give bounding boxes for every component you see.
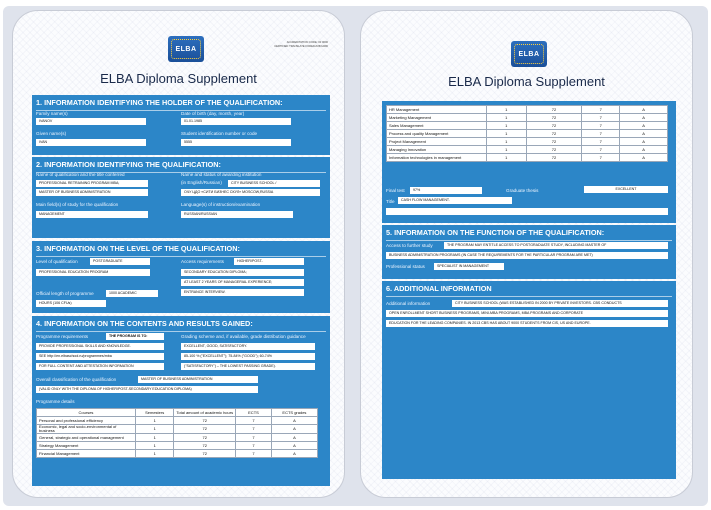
semester-cell: 1 bbox=[486, 154, 526, 162]
ects-cell: 7 bbox=[236, 450, 272, 458]
further-study-value: BUSINESS ADMINISTRATION PROGRAMS (IN CASE THE REQUIREMENTS FOR THE PARTICULAR PROGRAM ARE MET) bbox=[386, 252, 668, 259]
overall-value: MASTER OF BUSINESS ADMINISTRATION bbox=[138, 376, 258, 383]
semester-cell: 1 bbox=[135, 442, 173, 450]
table-row bbox=[37, 434, 318, 442]
family-name-value: IVANOV bbox=[36, 118, 146, 125]
grade-cell: A bbox=[271, 417, 317, 425]
course-name: General, strategic and operational management bbox=[37, 434, 136, 442]
qualification-value: PROFESSIONAL RETRAINING PROGRAM MBA; bbox=[36, 180, 148, 187]
section-heading: 6. ADDITIONAL INFORMATION bbox=[386, 282, 672, 297]
section-function bbox=[382, 225, 676, 279]
semester-cell: 1 bbox=[486, 130, 526, 138]
corner-note-line: ACCREDITATION CODE: 00 0000 bbox=[286, 41, 328, 44]
section-level bbox=[32, 241, 330, 313]
field-of-study-value: MANAGEMENT bbox=[36, 211, 148, 218]
hours-cell: 72 bbox=[526, 106, 582, 114]
semester-cell: 1 bbox=[135, 417, 173, 425]
grade-cell: A bbox=[271, 434, 317, 442]
semester-cell: 1 bbox=[486, 106, 526, 114]
overall-value: (VALID ONLY WITH THE DIPLOMA OF HIGHER/POST-SECONDARY EDUCATION DIPLOMA) bbox=[36, 386, 258, 393]
course-name: Sales Management bbox=[387, 122, 487, 130]
access-req-label: Access requirements bbox=[181, 259, 224, 264]
section-heading: 1. INFORMATION IDENTIFYING THE HOLDER OF THE QUALIFICATION: bbox=[36, 96, 326, 111]
qualification-label: Name of qualification and the title conferred bbox=[36, 172, 125, 177]
table-row bbox=[387, 106, 668, 114]
table-row bbox=[387, 138, 668, 146]
language-label: Language(s) of instruction/examination bbox=[181, 202, 261, 207]
grading-value: EXCELLENT, GOOD, SATISFACTORY. bbox=[181, 343, 315, 350]
semester-cell: 1 bbox=[135, 434, 173, 442]
column-header: Total amount of academic hours bbox=[174, 409, 236, 417]
grade-cell: A bbox=[620, 154, 668, 162]
hours-cell: 72 bbox=[526, 146, 582, 154]
institution-label: Name and status of awarding institution bbox=[181, 172, 262, 177]
ects-cell: 7 bbox=[236, 434, 272, 442]
table-row bbox=[37, 425, 318, 434]
section-qualification bbox=[32, 157, 330, 238]
course-name: Managing Innovation bbox=[387, 146, 487, 154]
hours-cell: 72 bbox=[174, 434, 236, 442]
ects-cell: 7 bbox=[236, 417, 272, 425]
additional-info-label: Additional information bbox=[386, 301, 431, 306]
table-row bbox=[387, 130, 668, 138]
table-row bbox=[387, 114, 668, 122]
column-header: ECTS bbox=[236, 409, 272, 417]
hours-cell: 72 bbox=[526, 122, 582, 130]
corner-note-line: CERTIFIED TRANSLATE FOREIGN BOARD bbox=[274, 45, 328, 48]
given-name-label: Given name(s) bbox=[36, 131, 67, 136]
hours-cell: 72 bbox=[174, 417, 236, 425]
ects-cell: 7 bbox=[582, 130, 620, 138]
table-row bbox=[37, 417, 318, 425]
right-page bbox=[360, 10, 693, 498]
programme-req-value: SEE http://en.elbaschool.ru/programmes/mba bbox=[36, 353, 164, 360]
further-study-label: Access to further study bbox=[386, 243, 433, 248]
field-of-study-label: Main field(s) of study for the qualification bbox=[36, 202, 119, 207]
column-header: Semesters bbox=[135, 409, 173, 417]
level-label: Level of qualification bbox=[36, 259, 78, 264]
overall-label: Overall classification of the qualification bbox=[36, 377, 117, 382]
hours-cell: 72 bbox=[526, 114, 582, 122]
additional-info-value: CITY BUSINESS SCHOOL (WAS ESTABLISHED IN 2000 BY PRIVATE INVESTORS. CBS CONDUCTS bbox=[452, 300, 668, 307]
table-header-row bbox=[37, 409, 318, 417]
graduate-thesis-value: EXCELLENT bbox=[584, 186, 668, 193]
institution-lang-label: (in English/Russian) bbox=[181, 180, 222, 185]
programme-req-value: FOR FULL CONTENT AND ATTESTATION INFORMATION bbox=[36, 363, 164, 370]
hours-cell: 72 bbox=[174, 450, 236, 458]
column-header: ECTS grades bbox=[271, 409, 317, 417]
blank-field bbox=[386, 208, 668, 215]
grading-label: Grading scheme and, if available, grade distribution guidance bbox=[181, 334, 306, 339]
section-heading: 2. INFORMATION IDENTIFYING THE QUALIFICATION: bbox=[36, 158, 326, 173]
hours-cell: 72 bbox=[174, 442, 236, 450]
grade-cell: A bbox=[271, 450, 317, 458]
access-req-value: AT LEAST 2 YEARS OF MANAGERIAL EXPERIENCE; bbox=[181, 279, 304, 286]
section-heading: 4. INFORMATION ON THE CONTENTS AND RESULTS GAINED: bbox=[36, 317, 326, 332]
grade-cell: A bbox=[620, 114, 668, 122]
course-name: Marketing Management bbox=[387, 114, 487, 122]
language-value: RUSSIAN/RUSSIAN bbox=[181, 211, 293, 218]
semester-cell: 1 bbox=[486, 138, 526, 146]
access-req-value: SECONDARY EDUCATION DIPLOMA; bbox=[181, 269, 304, 276]
left-page bbox=[12, 10, 345, 498]
semester-cell: 1 bbox=[135, 425, 173, 434]
grade-cell: A bbox=[271, 442, 317, 450]
courses-table-continued bbox=[386, 105, 668, 162]
hours-cell: 72 bbox=[526, 138, 582, 146]
grading-value: ("SATISFACTORY") – THE LOWEST PASSING GRADE). bbox=[181, 363, 315, 370]
section-heading: 3. INFORMATION ON THE LEVEL OF THE QUALIFICATION: bbox=[36, 242, 326, 257]
institution-value: CITY BUSINESS SCHOOL / bbox=[228, 180, 320, 187]
grade-cell: A bbox=[620, 138, 668, 146]
length-label: Official length of programme bbox=[36, 291, 94, 296]
graduate-thesis-label: Graduate thesis bbox=[506, 188, 539, 193]
programme-req-label: Programme requirements bbox=[36, 334, 89, 339]
corner-note bbox=[274, 41, 328, 49]
course-name: Information technologies in management bbox=[387, 154, 487, 162]
length-value: 1000 ACADEMIC bbox=[106, 290, 158, 297]
ects-cell: 7 bbox=[582, 122, 620, 130]
level-value: PROFESSIONAL EDUCATION PROGRAM bbox=[36, 269, 150, 276]
given-name-value: IVAN bbox=[36, 139, 146, 146]
course-name: Strategy Management bbox=[37, 442, 136, 450]
course-name: Project Management bbox=[387, 138, 487, 146]
table-row bbox=[387, 146, 668, 154]
ects-cell: 7 bbox=[236, 442, 272, 450]
additional-info-value: EDUCATION FOR THE LEADING COMPANIES. IN 2013 CBS HAS ABOUT 9000 STUDENTS FROM CIS, US AND EUROPE. bbox=[386, 320, 668, 327]
institution-ru-value: ОЧУ ЦДО «СИТИ БИЗНЕС СКУЛ» MOSCOW,RUSSIA bbox=[181, 189, 320, 196]
semester-cell: 1 bbox=[135, 450, 173, 458]
ects-cell: 7 bbox=[582, 106, 620, 114]
course-name: Economic, legal and socio-environmental of business bbox=[37, 425, 136, 434]
section-heading: 5. INFORMATION ON THE FUNCTION OF THE QUALIFICATION: bbox=[386, 226, 672, 241]
course-name: Financial Management bbox=[37, 450, 136, 458]
section-contents-continued bbox=[382, 101, 676, 223]
section-contents bbox=[32, 316, 330, 486]
hours-cell: 72 bbox=[174, 425, 236, 434]
level-value: POSTGRADUATE bbox=[90, 258, 150, 265]
course-name: Personal and professional efficiency bbox=[37, 417, 136, 425]
table-row bbox=[37, 442, 318, 450]
semester-cell: 1 bbox=[486, 122, 526, 130]
ects-cell: 7 bbox=[582, 138, 620, 146]
table-row bbox=[387, 122, 668, 130]
access-req-value: ENTRANCE INTERVIEW. bbox=[181, 289, 304, 296]
length-value: HOURS (106 CFUs) bbox=[36, 300, 106, 307]
further-study-value: THE PROGRAM MAY ENTITLE ACCESS TO POSTGRADUATE STUDY, INCLUDING MASTER OF bbox=[444, 242, 668, 249]
ects-cell: 7 bbox=[582, 154, 620, 162]
thesis-title-value: CASH FLOW MANAGEMENT. bbox=[398, 197, 512, 204]
programme-details-label: Programme details bbox=[36, 399, 75, 404]
logo-text: ELBA bbox=[518, 50, 540, 58]
section-additional bbox=[382, 281, 676, 479]
course-name: HR Management bbox=[387, 106, 487, 114]
hours-cell: 72 bbox=[526, 130, 582, 138]
family-name-label: Family name(s) bbox=[36, 111, 68, 116]
hours-cell: 72 bbox=[526, 154, 582, 162]
logo-text: ELBA bbox=[175, 45, 197, 53]
dob-value: 01.01.1985 bbox=[181, 118, 291, 125]
ects-cell: 7 bbox=[236, 425, 272, 434]
table-row bbox=[37, 450, 318, 458]
professional-status-label: Professional status bbox=[386, 264, 425, 269]
grade-cell: A bbox=[271, 425, 317, 434]
grade-cell: A bbox=[620, 146, 668, 154]
qualification-value: MASTER OF BUSINESS ADMINISTRATION bbox=[36, 189, 148, 196]
programme-req-value: PROVIDE PROFESSIONAL SKILLS AND KNOWLEDGE. bbox=[36, 343, 164, 350]
access-req-value: HIGHER/POST- bbox=[234, 258, 304, 265]
ects-cell: 7 bbox=[582, 146, 620, 154]
final-test-value: 97% bbox=[410, 187, 482, 194]
elba-logo bbox=[168, 36, 204, 62]
grade-cell: A bbox=[620, 122, 668, 130]
column-header: Courses bbox=[37, 409, 136, 417]
semester-cell: 1 bbox=[486, 146, 526, 154]
programme-req-value: THE PROGRAM IS TO: bbox=[106, 333, 164, 340]
section-holder bbox=[32, 95, 330, 155]
final-test-label: Final test bbox=[386, 188, 405, 193]
thesis-title-label: Title bbox=[386, 199, 395, 204]
ects-cell: 7 bbox=[582, 114, 620, 122]
courses-table bbox=[36, 408, 318, 458]
grade-cell: A bbox=[620, 130, 668, 138]
grade-cell: A bbox=[620, 106, 668, 114]
page-title: ELBA Diploma Supplement bbox=[448, 74, 605, 89]
additional-info-value: OPEN ENROLLMENT SHORT BUSINESS PROGRAMS, MINI-MBA PROGRAMS, MBA PROGRAMS AND CORPORATE bbox=[386, 310, 668, 317]
dob-label: Date of birth (day, month, year) bbox=[181, 111, 245, 116]
student-id-value: 5555 bbox=[181, 139, 291, 146]
table-row bbox=[387, 154, 668, 162]
grading-value: 85-100 % ("EXCELLENT"); 75-84% ("GOOD"); 60-74% bbox=[181, 353, 315, 360]
student-id-label: Student identification number or code bbox=[181, 131, 258, 136]
semester-cell: 1 bbox=[486, 114, 526, 122]
professional-status-value: SPECIALIST IN MANAGEMENT bbox=[434, 263, 504, 270]
page-title: ELBA Diploma Supplement bbox=[100, 71, 257, 86]
course-name: Process and quality Management bbox=[387, 130, 487, 138]
elba-logo bbox=[511, 41, 547, 67]
